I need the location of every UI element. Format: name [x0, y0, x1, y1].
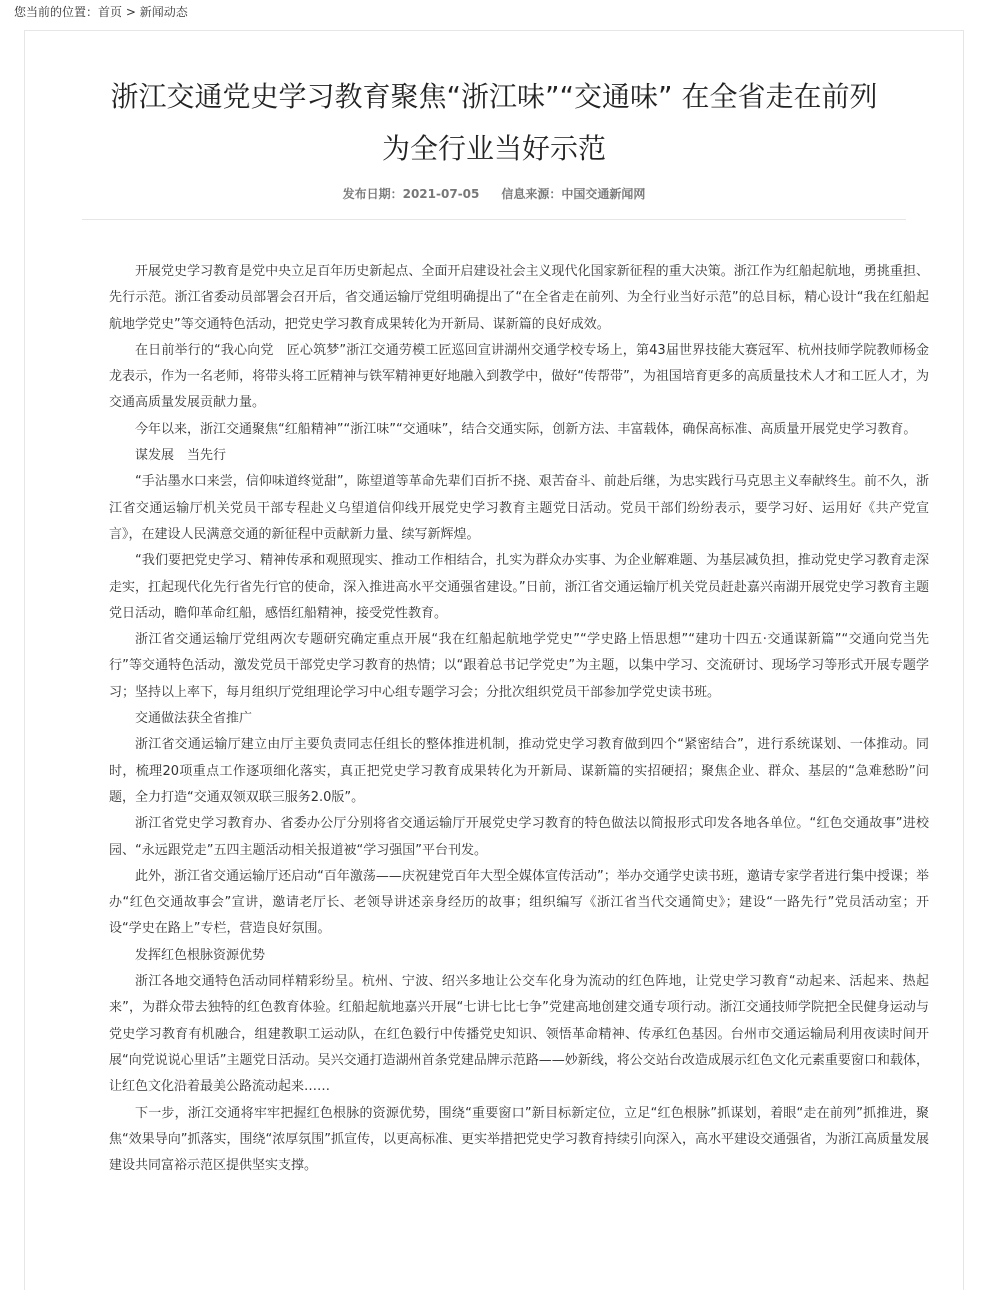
article-paragraph: 开展党史学习教育是党中央立足百年历史新起点、全面开启建设社会主义现代化国家新征程的重大决策。浙江作为红船起航地，勇挑重担、先行示范。浙江省委动员部署会召开后，省交通运输厅党组明确提出了“在全省走在前列、为全行业当好示范”的总目标，精心设计“我在红船起航地学党史”等交通特色活动，把党史学习教育成果转化为开新局、谋新篇的良好成效。 [109, 264, 929, 332]
breadcrumb-separator: > [122, 5, 140, 19]
source-label: 信息来源： [501, 187, 562, 201]
breadcrumb-current-link[interactable]: 新闻动态 [139, 5, 188, 19]
section-heading: 谋发展 当先行 [135, 448, 227, 464]
breadcrumb-home-link[interactable]: 首页 [98, 5, 123, 19]
article-title-line-1: 浙江交通党史学习教育聚焦“浙江味”“交通味” 在全省走在前列 [110, 80, 878, 113]
article-paragraph: “手沾墨水口来尝，信仰味道终觉甜”，陈望道等革命先辈们百折不挠、艰苦奋斗、前赴后继，为忠实践行马克思主义奉献终生。前不久，浙江省交通运输厅机关党员干部专程赴义乌望道信仰线开展党史学习教育主题党日活动。党员干部们纷纷表示，要学习好、运用好《共产党宣言》，在建设人民满意交通的新征程中贡献新力量、续写新辉煌。 [109, 474, 929, 542]
article-paragraph: 今年以来，浙江交通聚焦“红船精神”“浙江味”“交通味”，结合交通实际，创新方法、丰富载体，确保高标准、高质量开展党史学习教育。 [135, 421, 917, 437]
article-paragraph: “我们要把党史学习、精神传承和观照现实、推动工作相结合，扎实为群众办实事、为企业解难题、为基层减负担，推动党史学习教育走深走实，扛起现代化先行省先行官的使命，深入推进高水平交通强省建设。”日前，浙江省交通运输厅机关党员赶赴嘉兴南湖开展党史学习教育主题党日活动，瞻仰革命红船，感悟红船精神，接受党性教育。 [109, 553, 929, 621]
breadcrumb-prefix: 您当前的位置： [14, 5, 99, 19]
article-paragraph: 此外，浙江省交通运输厅还启动“百年激荡——庆祝建党百年大型全媒体宣传活动”；举办交通学史读书班，邀请专家学者进行集中授课；举办“红色交通故事会”宣讲，邀请老厅长、老领导讲述亲身经历的故事；组织编写《浙江省当代交通简史》；建设“一路先行”党员活动室；开设“学史在路上”专栏，营造良好氛围。 [109, 868, 929, 937]
article-paragraph: 浙江省交通运输厅建立由厅主要负责同志任组长的整体推进机制，推动党史学习教育做到四个“紧密结合”，进行系统谋划、一体推动。同时，梳理20项重点工作逐项细化落实，真正把党史学习教育成果转化为开新局、谋新篇的实招硬招；聚焦企业、群众、基层的“急难愁盼”问题，全力打造“交通双领双联三服务2.0版”。 [109, 737, 929, 805]
article-paragraph: 下一步，浙江交通将牢牢把握红色根脉的资源优势，围绕“重要窗口”新目标新定位，立足“红色根脉”抓谋划，着眼“走在前列”抓推进，聚焦“效果导向”抓落实，围绕“浓厚氛围”抓宣传，以更高标准、更实举措把党史学习教育持续引向深入，高水平建设交通强省，为浙江高质量发展建设共同富裕示范区提供坚实支撑。 [109, 1105, 929, 1174]
article-title-line-2: 为全行业当好示范 [381, 132, 606, 165]
section-heading: 发挥红色根脉资源优势 [135, 947, 266, 963]
article-paragraph: 浙江省交通运输厅党组两次专题研究确定重点开展“我在红船起航地学党史”“学史路上悟思想”“建功十四五·交通谋新篇”“交通向党当先行”等交通特色活动，激发党员干部党史学习教育的热情；以“跟着总书记学党史”为主题，以集中学习、交流研讨、现场学习等形式开展专题学习；坚持以上率下，每月组织厅党组理论学习中心组专题学习会；分批次组织党员干部参加学党史读书班。 [109, 632, 929, 700]
title-divider [82, 219, 906, 220]
source-name: 中国交通新闻网 [561, 187, 646, 201]
article-paragraph: 在日前举行的“我心向党 匠心筑梦”浙江交通劳模工匠巡回宣讲湖州交通学校专场上，第43届世界技能大赛冠军、杭州技师学院教师杨金龙表示，作为一名老师，将带头将工匠精神与铁军精神更好地融入到教学中，做好“传帮带”，为祖国培育更多的高质量技术人才和工匠人才，为交通高质量发展贡献力量。 [109, 342, 929, 411]
section-heading: 交通做法获全省推广 [135, 711, 253, 727]
breadcrumb [14, 4, 188, 20]
article-paragraph: 浙江省党史学习教育办、省委办公厅分别将省交通运输厅开展党史学习教育的特色做法以简报形式印发各地各单位。“红色交通故事”进校园、“永远跟党走”五四主题活动相关报道被“学习强国”平台刊发。 [109, 816, 929, 858]
publish-date-label: 发布日期： [342, 187, 403, 201]
publish-date: 2021-07-05 [402, 187, 480, 201]
article-title [55, 71, 933, 175]
article-body [109, 259, 929, 1179]
article-paragraph: 浙江各地交通特色活动同样精彩纷呈。杭州、宁波、绍兴多地让公交车化身为流动的红色阵地，让党史学习教育“动起来、活起来、热起来”，为群众带去独特的红色教育体验。红船起航地嘉兴开展“七讲七比七争”党建高地创建交通专项行动。浙江交通技师学院把全民健身运动与党史学习教育有机融合，组建教职工运动队，在红色毅行中传播党史知识、领悟革命精神、传承红色基因。台州市交通运输局利用夜读时间开展“向党说说心里话”主题党日活动。吴兴交通打造湖州首条党建品牌示范路——妙新线，将公交站台改造成展示红色文化元素重要窗口和载体，让红色文化沿着最美公路流动起来…… [109, 974, 929, 1095]
article-container [24, 30, 964, 1290]
article-meta [25, 185, 963, 202]
